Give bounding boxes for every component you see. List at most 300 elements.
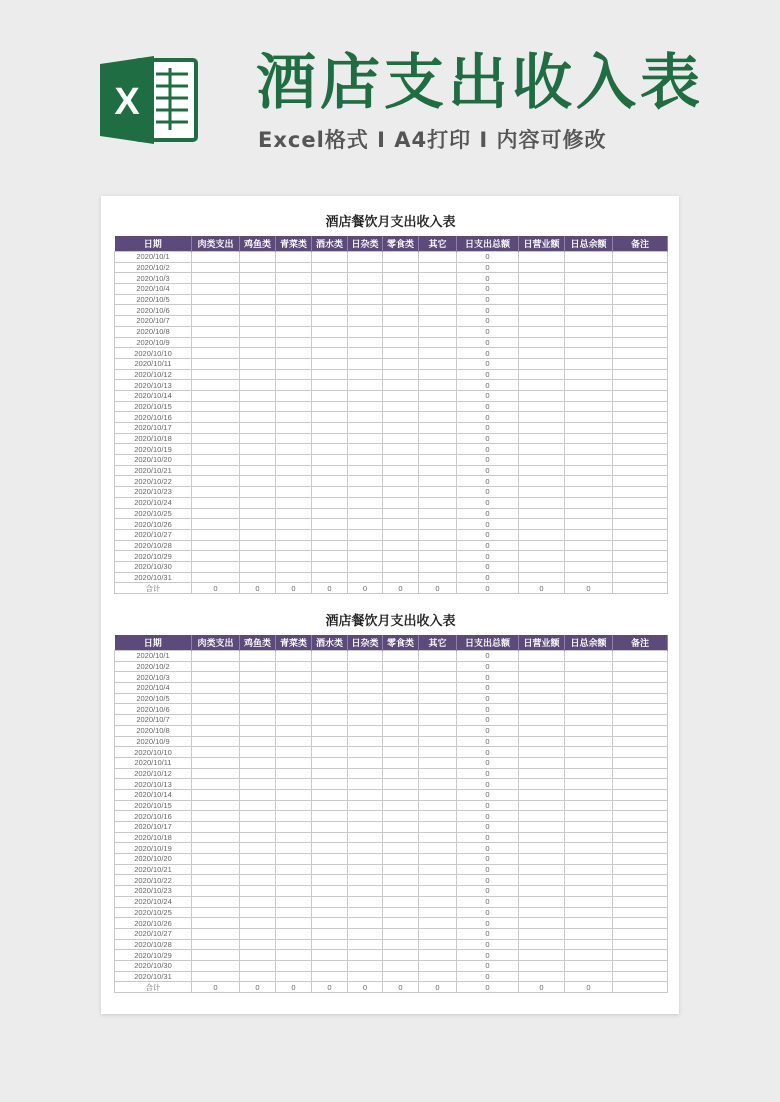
- daily-total-cell[interactable]: 0: [457, 768, 519, 779]
- data-cell[interactable]: [240, 412, 276, 423]
- data-cell[interactable]: [192, 369, 240, 380]
- data-cell[interactable]: [312, 540, 348, 551]
- daily-total-cell[interactable]: 0: [457, 715, 519, 726]
- data-cell[interactable]: [613, 529, 668, 540]
- data-cell[interactable]: [565, 294, 613, 305]
- data-cell[interactable]: [565, 390, 613, 401]
- date-cell[interactable]: 2020/10/25: [115, 508, 192, 519]
- data-cell[interactable]: [348, 907, 383, 918]
- data-cell[interactable]: [419, 779, 457, 790]
- data-cell[interactable]: [565, 455, 613, 466]
- data-cell[interactable]: [312, 779, 348, 790]
- date-cell[interactable]: 2020/10/21: [115, 465, 192, 476]
- date-cell[interactable]: 2020/10/19: [115, 843, 192, 854]
- data-cell[interactable]: [383, 561, 419, 572]
- data-cell[interactable]: [519, 262, 565, 273]
- data-cell[interactable]: [348, 348, 383, 359]
- data-cell[interactable]: [383, 928, 419, 939]
- data-cell[interactable]: [419, 476, 457, 487]
- daily-total-cell[interactable]: 0: [457, 843, 519, 854]
- date-cell[interactable]: 2020/10/11: [115, 757, 192, 768]
- data-cell[interactable]: [565, 822, 613, 833]
- data-cell[interactable]: [348, 971, 383, 982]
- data-cell[interactable]: [613, 348, 668, 359]
- data-cell[interactable]: [312, 305, 348, 316]
- data-cell[interactable]: [192, 433, 240, 444]
- data-cell[interactable]: [383, 779, 419, 790]
- date-cell[interactable]: 2020/10/29: [115, 551, 192, 562]
- data-cell[interactable]: [192, 843, 240, 854]
- data-cell[interactable]: [419, 358, 457, 369]
- data-cell[interactable]: [519, 369, 565, 380]
- data-cell[interactable]: [519, 326, 565, 337]
- data-cell[interactable]: [613, 971, 668, 982]
- data-cell[interactable]: [419, 896, 457, 907]
- data-cell[interactable]: [312, 455, 348, 466]
- data-cell[interactable]: [240, 757, 276, 768]
- data-cell[interactable]: [348, 651, 383, 662]
- data-cell[interactable]: [192, 800, 240, 811]
- data-cell[interactable]: [192, 380, 240, 391]
- data-cell[interactable]: [192, 736, 240, 747]
- data-cell[interactable]: [192, 651, 240, 662]
- data-cell[interactable]: [383, 444, 419, 455]
- data-cell[interactable]: [383, 455, 419, 466]
- data-cell[interactable]: [419, 747, 457, 758]
- data-cell[interactable]: [276, 358, 312, 369]
- date-cell[interactable]: 2020/10/9: [115, 337, 192, 348]
- data-cell[interactable]: [519, 960, 565, 971]
- data-cell[interactable]: [419, 540, 457, 551]
- data-cell[interactable]: [419, 854, 457, 865]
- data-cell[interactable]: [565, 337, 613, 348]
- data-cell[interactable]: [276, 455, 312, 466]
- data-cell[interactable]: [348, 672, 383, 683]
- data-cell[interactable]: [519, 747, 565, 758]
- data-cell[interactable]: [383, 693, 419, 704]
- data-cell[interactable]: [192, 864, 240, 875]
- data-cell[interactable]: [348, 401, 383, 412]
- data-cell[interactable]: [348, 262, 383, 273]
- data-cell[interactable]: [383, 971, 419, 982]
- data-cell[interactable]: [312, 854, 348, 865]
- data-cell[interactable]: [192, 715, 240, 726]
- data-cell[interactable]: [312, 529, 348, 540]
- data-cell[interactable]: [565, 672, 613, 683]
- data-cell[interactable]: [312, 971, 348, 982]
- data-cell[interactable]: [312, 262, 348, 273]
- data-cell[interactable]: [565, 789, 613, 800]
- data-cell[interactable]: [192, 683, 240, 694]
- data-cell[interactable]: [383, 316, 419, 327]
- data-cell[interactable]: [565, 693, 613, 704]
- data-cell[interactable]: [312, 326, 348, 337]
- data-cell[interactable]: [383, 747, 419, 758]
- date-cell[interactable]: 2020/10/27: [115, 529, 192, 540]
- data-cell[interactable]: [348, 476, 383, 487]
- date-cell[interactable]: 2020/10/15: [115, 800, 192, 811]
- daily-total-cell[interactable]: 0: [457, 651, 519, 662]
- data-cell[interactable]: [383, 683, 419, 694]
- data-cell[interactable]: [613, 768, 668, 779]
- data-cell[interactable]: [613, 715, 668, 726]
- data-cell[interactable]: [613, 789, 668, 800]
- data-cell[interactable]: [565, 661, 613, 672]
- data-cell[interactable]: [312, 704, 348, 715]
- daily-total-cell[interactable]: 0: [457, 465, 519, 476]
- data-cell[interactable]: [565, 875, 613, 886]
- data-cell[interactable]: [348, 551, 383, 562]
- data-cell[interactable]: [276, 444, 312, 455]
- data-cell[interactable]: [519, 465, 565, 476]
- data-cell[interactable]: [348, 886, 383, 897]
- data-cell[interactable]: [192, 284, 240, 295]
- data-cell[interactable]: [383, 939, 419, 950]
- data-cell[interactable]: [240, 401, 276, 412]
- data-cell[interactable]: [613, 683, 668, 694]
- date-cell[interactable]: 2020/10/17: [115, 822, 192, 833]
- data-cell[interactable]: [276, 348, 312, 359]
- data-cell[interactable]: [276, 693, 312, 704]
- daily-total-cell[interactable]: 0: [457, 939, 519, 950]
- data-cell[interactable]: [565, 476, 613, 487]
- data-cell[interactable]: [312, 960, 348, 971]
- data-cell[interactable]: [565, 572, 613, 583]
- date-cell[interactable]: 2020/10/4: [115, 683, 192, 694]
- daily-total-cell[interactable]: 0: [457, 950, 519, 961]
- data-cell[interactable]: [276, 811, 312, 822]
- data-cell[interactable]: [519, 886, 565, 897]
- data-cell[interactable]: [565, 540, 613, 551]
- data-cell[interactable]: [348, 444, 383, 455]
- data-cell[interactable]: [565, 939, 613, 950]
- daily-total-cell[interactable]: 0: [457, 390, 519, 401]
- data-cell[interactable]: [192, 725, 240, 736]
- data-cell[interactable]: [276, 572, 312, 583]
- data-cell[interactable]: [192, 950, 240, 961]
- daily-total-cell[interactable]: 0: [457, 907, 519, 918]
- data-cell[interactable]: [519, 508, 565, 519]
- data-cell[interactable]: [240, 928, 276, 939]
- data-cell[interactable]: [613, 960, 668, 971]
- data-cell[interactable]: [240, 960, 276, 971]
- data-cell[interactable]: [240, 337, 276, 348]
- data-cell[interactable]: [192, 747, 240, 758]
- data-cell[interactable]: [519, 950, 565, 961]
- data-cell[interactable]: [383, 326, 419, 337]
- date-cell[interactable]: 2020/10/12: [115, 768, 192, 779]
- data-cell[interactable]: [565, 529, 613, 540]
- data-cell[interactable]: [613, 822, 668, 833]
- data-cell[interactable]: [419, 950, 457, 961]
- data-cell[interactable]: [613, 508, 668, 519]
- data-cell[interactable]: [240, 693, 276, 704]
- data-cell[interactable]: [276, 273, 312, 284]
- data-cell[interactable]: [419, 768, 457, 779]
- data-cell[interactable]: [613, 305, 668, 316]
- date-cell[interactable]: 2020/10/3: [115, 672, 192, 683]
- data-cell[interactable]: [192, 779, 240, 790]
- data-cell[interactable]: [348, 715, 383, 726]
- data-cell[interactable]: [519, 294, 565, 305]
- data-cell[interactable]: [419, 886, 457, 897]
- data-cell[interactable]: [276, 465, 312, 476]
- data-cell[interactable]: [519, 380, 565, 391]
- daily-total-cell[interactable]: 0: [457, 789, 519, 800]
- data-cell[interactable]: [312, 465, 348, 476]
- data-cell[interactable]: [276, 412, 312, 423]
- data-cell[interactable]: [240, 423, 276, 434]
- data-cell[interactable]: [565, 950, 613, 961]
- data-cell[interactable]: [276, 651, 312, 662]
- data-cell[interactable]: [383, 907, 419, 918]
- data-cell[interactable]: [240, 651, 276, 662]
- data-cell[interactable]: [613, 358, 668, 369]
- data-cell[interactable]: [312, 519, 348, 530]
- data-cell[interactable]: [192, 875, 240, 886]
- data-cell[interactable]: [192, 768, 240, 779]
- data-cell[interactable]: [348, 779, 383, 790]
- daily-total-cell[interactable]: 0: [457, 316, 519, 327]
- data-cell[interactable]: [565, 273, 613, 284]
- data-cell[interactable]: [192, 401, 240, 412]
- data-cell[interactable]: [276, 896, 312, 907]
- data-cell[interactable]: [613, 661, 668, 672]
- daily-total-cell[interactable]: 0: [457, 736, 519, 747]
- data-cell[interactable]: [519, 252, 565, 263]
- data-cell[interactable]: [240, 875, 276, 886]
- daily-total-cell[interactable]: 0: [457, 896, 519, 907]
- data-cell[interactable]: [383, 294, 419, 305]
- data-cell[interactable]: [348, 465, 383, 476]
- data-cell[interactable]: [519, 768, 565, 779]
- daily-total-cell[interactable]: 0: [457, 348, 519, 359]
- data-cell[interactable]: [565, 896, 613, 907]
- date-cell[interactable]: 2020/10/1: [115, 651, 192, 662]
- daily-total-cell[interactable]: 0: [457, 875, 519, 886]
- data-cell[interactable]: [519, 736, 565, 747]
- date-cell[interactable]: 2020/10/28: [115, 540, 192, 551]
- data-cell[interactable]: [192, 455, 240, 466]
- data-cell[interactable]: [312, 672, 348, 683]
- data-cell[interactable]: [276, 875, 312, 886]
- data-cell[interactable]: [383, 896, 419, 907]
- data-cell[interactable]: [419, 672, 457, 683]
- data-cell[interactable]: [613, 476, 668, 487]
- data-cell[interactable]: [192, 326, 240, 337]
- data-cell[interactable]: [565, 704, 613, 715]
- data-cell[interactable]: [348, 252, 383, 263]
- data-cell[interactable]: [348, 294, 383, 305]
- data-cell[interactable]: [240, 971, 276, 982]
- data-cell[interactable]: [565, 725, 613, 736]
- data-cell[interactable]: [348, 326, 383, 337]
- data-cell[interactable]: [613, 896, 668, 907]
- data-cell[interactable]: [312, 800, 348, 811]
- daily-total-cell[interactable]: 0: [457, 704, 519, 715]
- daily-total-cell[interactable]: 0: [457, 305, 519, 316]
- data-cell[interactable]: [565, 928, 613, 939]
- data-cell[interactable]: [276, 950, 312, 961]
- data-cell[interactable]: [613, 487, 668, 498]
- data-cell[interactable]: [312, 757, 348, 768]
- data-cell[interactable]: [240, 551, 276, 562]
- data-cell[interactable]: [312, 487, 348, 498]
- date-cell[interactable]: 2020/10/7: [115, 316, 192, 327]
- data-cell[interactable]: [192, 390, 240, 401]
- data-cell[interactable]: [419, 508, 457, 519]
- data-cell[interactable]: [312, 316, 348, 327]
- data-cell[interactable]: [613, 832, 668, 843]
- data-cell[interactable]: [192, 561, 240, 572]
- data-cell[interactable]: [565, 757, 613, 768]
- date-cell[interactable]: 2020/10/20: [115, 854, 192, 865]
- data-cell[interactable]: [519, 651, 565, 662]
- data-cell[interactable]: [240, 561, 276, 572]
- date-cell[interactable]: 2020/10/26: [115, 519, 192, 530]
- data-cell[interactable]: [519, 423, 565, 434]
- data-cell[interactable]: [383, 832, 419, 843]
- data-cell[interactable]: [383, 875, 419, 886]
- data-cell[interactable]: [565, 326, 613, 337]
- data-cell[interactable]: [348, 747, 383, 758]
- data-cell[interactable]: [383, 960, 419, 971]
- data-cell[interactable]: [240, 380, 276, 391]
- data-cell[interactable]: [348, 757, 383, 768]
- data-cell[interactable]: [240, 455, 276, 466]
- data-cell[interactable]: [240, 316, 276, 327]
- data-cell[interactable]: [419, 390, 457, 401]
- date-cell[interactable]: 2020/10/1: [115, 252, 192, 263]
- data-cell[interactable]: [613, 380, 668, 391]
- date-cell[interactable]: 2020/10/16: [115, 412, 192, 423]
- date-cell[interactable]: 2020/10/31: [115, 572, 192, 583]
- date-cell[interactable]: 2020/10/10: [115, 747, 192, 758]
- data-cell[interactable]: [312, 875, 348, 886]
- data-cell[interactable]: [312, 693, 348, 704]
- date-cell[interactable]: 2020/10/26: [115, 918, 192, 929]
- data-cell[interactable]: [383, 886, 419, 897]
- data-cell[interactable]: [312, 651, 348, 662]
- data-cell[interactable]: [240, 811, 276, 822]
- data-cell[interactable]: [419, 316, 457, 327]
- data-cell[interactable]: [348, 508, 383, 519]
- data-cell[interactable]: [419, 497, 457, 508]
- data-cell[interactable]: [240, 918, 276, 929]
- data-cell[interactable]: [519, 316, 565, 327]
- data-cell[interactable]: [276, 551, 312, 562]
- data-cell[interactable]: [613, 465, 668, 476]
- data-cell[interactable]: [276, 252, 312, 263]
- data-cell[interactable]: [312, 423, 348, 434]
- data-cell[interactable]: [276, 854, 312, 865]
- data-cell[interactable]: [565, 918, 613, 929]
- data-cell[interactable]: [276, 284, 312, 295]
- data-cell[interactable]: [519, 337, 565, 348]
- data-cell[interactable]: [613, 551, 668, 562]
- data-cell[interactable]: [419, 337, 457, 348]
- data-cell[interactable]: [312, 822, 348, 833]
- data-cell[interactable]: [519, 401, 565, 412]
- data-cell[interactable]: [192, 476, 240, 487]
- data-cell[interactable]: [613, 519, 668, 530]
- data-cell[interactable]: [348, 661, 383, 672]
- data-cell[interactable]: [383, 768, 419, 779]
- data-cell[interactable]: [519, 672, 565, 683]
- daily-total-cell[interactable]: 0: [457, 971, 519, 982]
- data-cell[interactable]: [348, 693, 383, 704]
- data-cell[interactable]: [348, 284, 383, 295]
- data-cell[interactable]: [613, 316, 668, 327]
- data-cell[interactable]: [192, 907, 240, 918]
- data-cell[interactable]: [240, 907, 276, 918]
- data-cell[interactable]: [565, 497, 613, 508]
- date-cell[interactable]: 2020/10/15: [115, 401, 192, 412]
- data-cell[interactable]: [276, 508, 312, 519]
- data-cell[interactable]: [240, 519, 276, 530]
- data-cell[interactable]: [613, 693, 668, 704]
- date-cell[interactable]: 2020/10/3: [115, 273, 192, 284]
- data-cell[interactable]: [419, 326, 457, 337]
- data-cell[interactable]: [519, 779, 565, 790]
- data-cell[interactable]: [613, 747, 668, 758]
- data-cell[interactable]: [240, 950, 276, 961]
- data-cell[interactable]: [348, 800, 383, 811]
- data-cell[interactable]: [565, 401, 613, 412]
- data-cell[interactable]: [192, 896, 240, 907]
- data-cell[interactable]: [519, 348, 565, 359]
- data-cell[interactable]: [565, 843, 613, 854]
- daily-total-cell[interactable]: 0: [457, 423, 519, 434]
- data-cell[interactable]: [276, 864, 312, 875]
- data-cell[interactable]: [192, 822, 240, 833]
- data-cell[interactable]: [240, 476, 276, 487]
- data-cell[interactable]: [419, 725, 457, 736]
- daily-total-cell[interactable]: 0: [457, 928, 519, 939]
- data-cell[interactable]: [383, 811, 419, 822]
- data-cell[interactable]: [613, 875, 668, 886]
- data-cell[interactable]: [240, 789, 276, 800]
- data-cell[interactable]: [240, 369, 276, 380]
- data-cell[interactable]: [519, 284, 565, 295]
- date-cell[interactable]: 2020/10/8: [115, 326, 192, 337]
- daily-total-cell[interactable]: 0: [457, 412, 519, 423]
- daily-total-cell[interactable]: 0: [457, 551, 519, 562]
- data-cell[interactable]: [276, 294, 312, 305]
- data-cell[interactable]: [192, 316, 240, 327]
- data-cell[interactable]: [312, 939, 348, 950]
- date-cell[interactable]: 2020/10/16: [115, 811, 192, 822]
- data-cell[interactable]: [613, 779, 668, 790]
- data-cell[interactable]: [519, 305, 565, 316]
- data-cell[interactable]: [276, 768, 312, 779]
- daily-total-cell[interactable]: 0: [457, 487, 519, 498]
- data-cell[interactable]: [276, 672, 312, 683]
- date-cell[interactable]: 2020/10/28: [115, 939, 192, 950]
- data-cell[interactable]: [383, 725, 419, 736]
- data-cell[interactable]: [240, 273, 276, 284]
- data-cell[interactable]: [276, 800, 312, 811]
- data-cell[interactable]: [276, 960, 312, 971]
- data-cell[interactable]: [276, 704, 312, 715]
- data-cell[interactable]: [519, 725, 565, 736]
- date-cell[interactable]: 2020/10/22: [115, 875, 192, 886]
- daily-total-cell[interactable]: 0: [457, 683, 519, 694]
- data-cell[interactable]: [348, 561, 383, 572]
- data-cell[interactable]: [383, 672, 419, 683]
- daily-total-cell[interactable]: 0: [457, 380, 519, 391]
- data-cell[interactable]: [613, 423, 668, 434]
